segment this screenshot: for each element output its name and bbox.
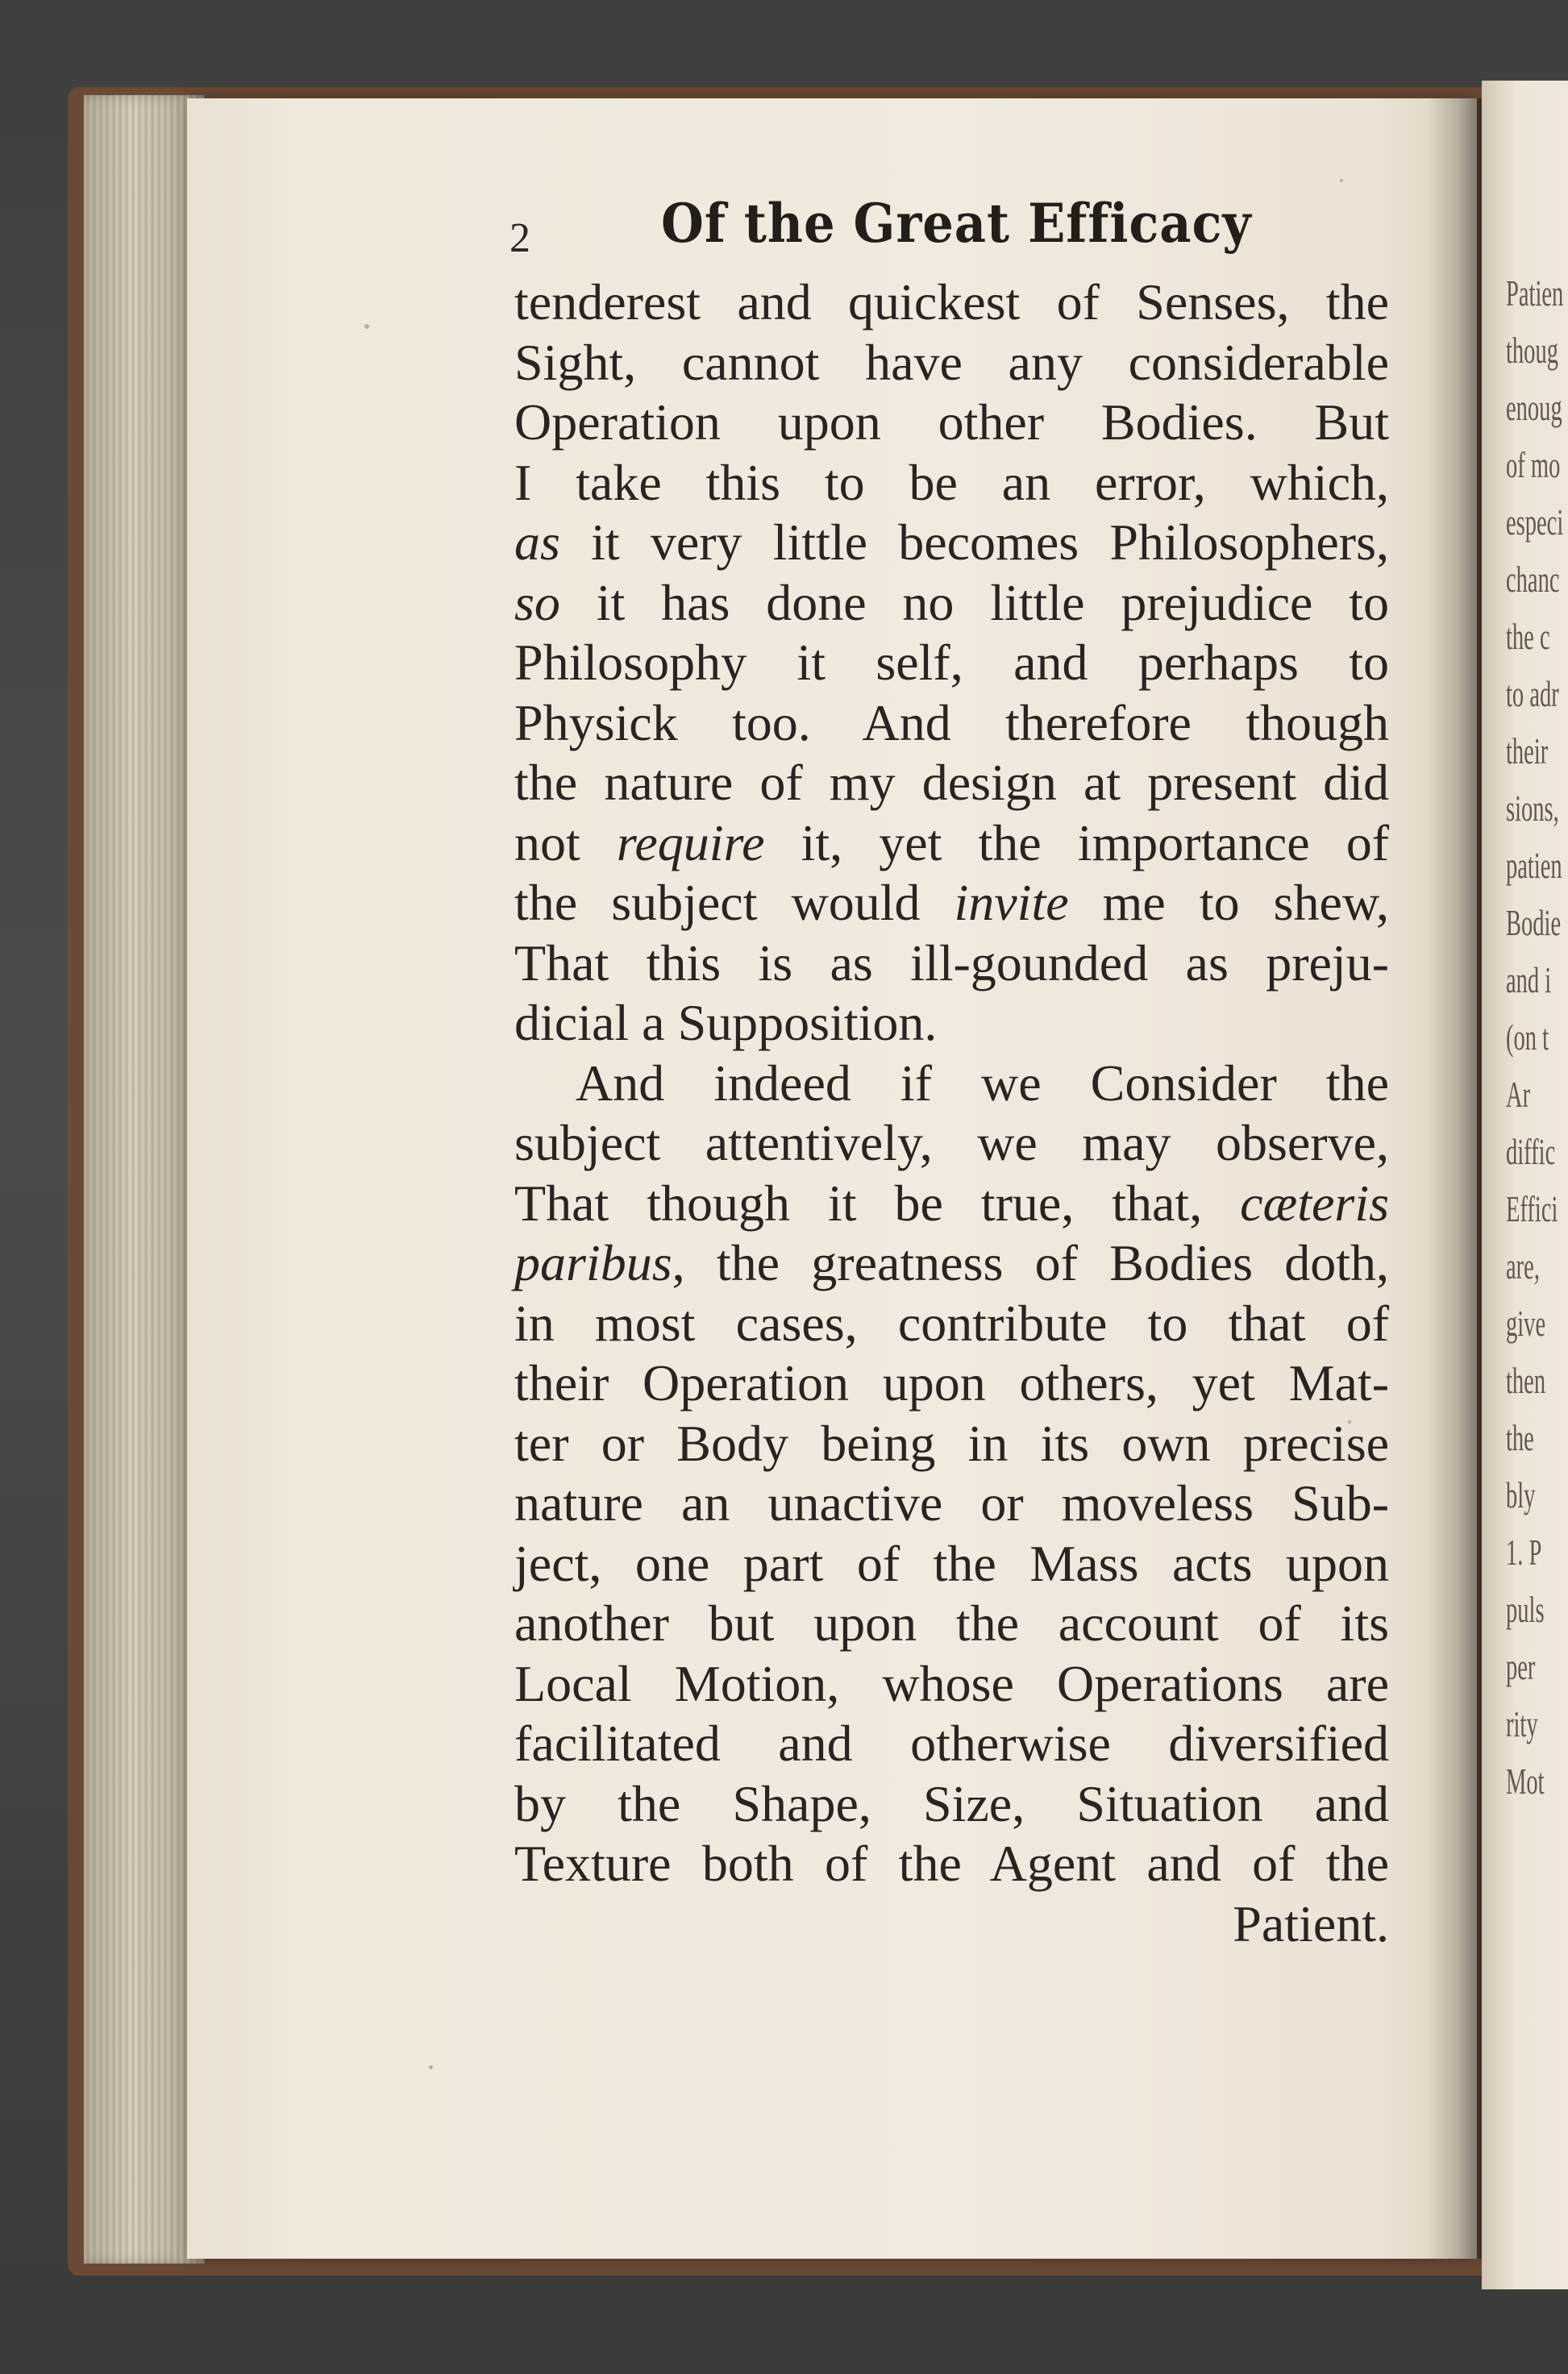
- text-run: Texture both of the Agent and of the: [514, 1835, 1389, 1892]
- facing-page-line: the: [1506, 1417, 1534, 1458]
- text-line: [514, 1474, 1389, 1534]
- text-line: [514, 873, 1389, 933]
- facing-page-line: sions,: [1506, 788, 1559, 829]
- text-line: [514, 1774, 1389, 1835]
- facing-page-line: puls: [1506, 1589, 1545, 1630]
- facing-page-line: thoug: [1506, 330, 1558, 371]
- facing-page-line: of mo: [1506, 444, 1561, 485]
- text-line: [514, 1414, 1389, 1474]
- text-run: in most cases, contribute to that of: [514, 1294, 1389, 1352]
- running-head: Of the Great Efficacy: [661, 192, 1252, 255]
- facing-page-line: rity: [1506, 1703, 1538, 1744]
- text-run: That this is as ill-gounded as preju-: [514, 933, 1389, 992]
- text-run: it very little becomes Philosophers,: [559, 513, 1389, 571]
- italic-text: invite: [954, 874, 1069, 931]
- text-run: by the Shape, Size, Situation and: [514, 1774, 1389, 1832]
- text-line: [514, 1113, 1389, 1174]
- facing-page-line: diffic: [1506, 1131, 1556, 1172]
- text-line: [514, 933, 1389, 994]
- text-run: Patient.: [1233, 1894, 1389, 1952]
- text-line: [514, 1654, 1389, 1715]
- facing-page-line: the c: [1506, 616, 1550, 657]
- facing-page-line: give: [1506, 1303, 1546, 1344]
- text-run: tenderest and quickest of Senses, the: [514, 273, 1389, 331]
- text-run: Local Motion, whose Operations are: [514, 1654, 1389, 1712]
- paper-speck: [429, 2065, 433, 2069]
- text-run: another but upon the account of its: [514, 1594, 1389, 1652]
- paper-speck: [364, 324, 369, 329]
- facing-page-line: to adr: [1506, 673, 1559, 714]
- text-run: the nature of my design at present did: [514, 754, 1389, 811]
- italic-text: as: [514, 513, 560, 571]
- text-line: [514, 333, 1389, 393]
- text-line: [514, 633, 1389, 693]
- text-run: not: [514, 813, 617, 871]
- italic-text: so: [514, 573, 560, 631]
- text-line: [514, 1714, 1389, 1774]
- text-line: [514, 1894, 1389, 1955]
- facing-page-line: enoug: [1506, 387, 1562, 428]
- text-run: dicial a Supposition.: [514, 994, 938, 1051]
- facing-page-line: especi: [1506, 501, 1564, 543]
- text-run: nature an unactive or moveless Sub-: [514, 1474, 1389, 1532]
- page-number: 2: [509, 215, 530, 261]
- facing-page-line: their: [1506, 730, 1549, 771]
- text-run: Physick too. And therefore though: [514, 693, 1389, 751]
- text-run: facilitated and otherwise diversified: [514, 1715, 1389, 1772]
- text-line: [514, 1353, 1389, 1414]
- text-run: Sight, cannot have any considerable: [514, 333, 1389, 391]
- text-run: it, yet the importance of: [764, 813, 1390, 871]
- facing-page-line: 1. P: [1506, 1532, 1542, 1573]
- text-line: [514, 453, 1389, 513]
- text-line: [514, 993, 1389, 1054]
- facing-page-line: chanc: [1506, 559, 1560, 600]
- gutter-shadow: [1427, 98, 1483, 2259]
- text-line: [514, 1174, 1389, 1234]
- facing-page-line: Bodie: [1506, 902, 1562, 943]
- text-line: [514, 1054, 1389, 1114]
- text-run: Philosophy it self, and perhaps to: [514, 634, 1389, 691]
- facing-page-line: and i: [1506, 959, 1552, 1000]
- facing-page-line: then: [1506, 1360, 1546, 1401]
- facing-page-line: Patien: [1506, 272, 1564, 314]
- text-run: their Operation upon others, yet Mat-: [514, 1354, 1389, 1412]
- facing-page-line: per: [1506, 1646, 1536, 1687]
- facing-page-line: (on t: [1506, 1017, 1549, 1058]
- text-line: [514, 813, 1389, 874]
- facing-page-line: bly: [1506, 1474, 1536, 1515]
- text-line: [514, 1233, 1389, 1294]
- text-run: the subject would: [514, 874, 955, 931]
- text-line: [514, 573, 1389, 634]
- paper-speck: [1340, 179, 1343, 182]
- text-run: , the greatness of Bodies doth,: [672, 1234, 1389, 1291]
- body-text: [514, 272, 1389, 1954]
- text-run: That though it be true, that,: [514, 1174, 1241, 1232]
- facing-page-line: Effici: [1506, 1188, 1558, 1229]
- facing-page-line: Ar: [1506, 1074, 1531, 1115]
- text-run: Operation upon other Bodies. But: [514, 393, 1389, 451]
- italic-text: cæteris: [1240, 1174, 1389, 1232]
- italic-text: paribus: [514, 1234, 672, 1291]
- text-run: it has done no little prejudice to: [559, 573, 1389, 631]
- facing-page-line: Mot: [1506, 1761, 1545, 1802]
- text-run: subject attentively, we may observe,: [514, 1114, 1389, 1171]
- text-line: [514, 513, 1389, 573]
- text-line: [514, 272, 1389, 333]
- facing-page: [1482, 81, 1568, 2289]
- facing-page-line: are,: [1506, 1245, 1540, 1287]
- text-run: ter or Body being in its own precise: [514, 1414, 1389, 1472]
- text-run: I take this to be an error, which,: [514, 453, 1389, 511]
- text-line: [514, 1534, 1389, 1594]
- text-run: me to shew,: [1068, 874, 1389, 931]
- text-line: [514, 393, 1389, 453]
- text-line: [514, 1834, 1389, 1894]
- italic-text: require: [616, 813, 765, 871]
- facing-page-text: [1506, 264, 1566, 1810]
- text-run: ject, one part of the Mass acts upon: [514, 1534, 1389, 1592]
- text-line: [514, 1594, 1389, 1654]
- text-run: And indeed if we Consider the: [576, 1054, 1389, 1112]
- text-line: [514, 753, 1389, 813]
- text-line: [514, 1294, 1389, 1354]
- text-line: [514, 693, 1389, 754]
- facing-page-line: patien: [1506, 845, 1562, 886]
